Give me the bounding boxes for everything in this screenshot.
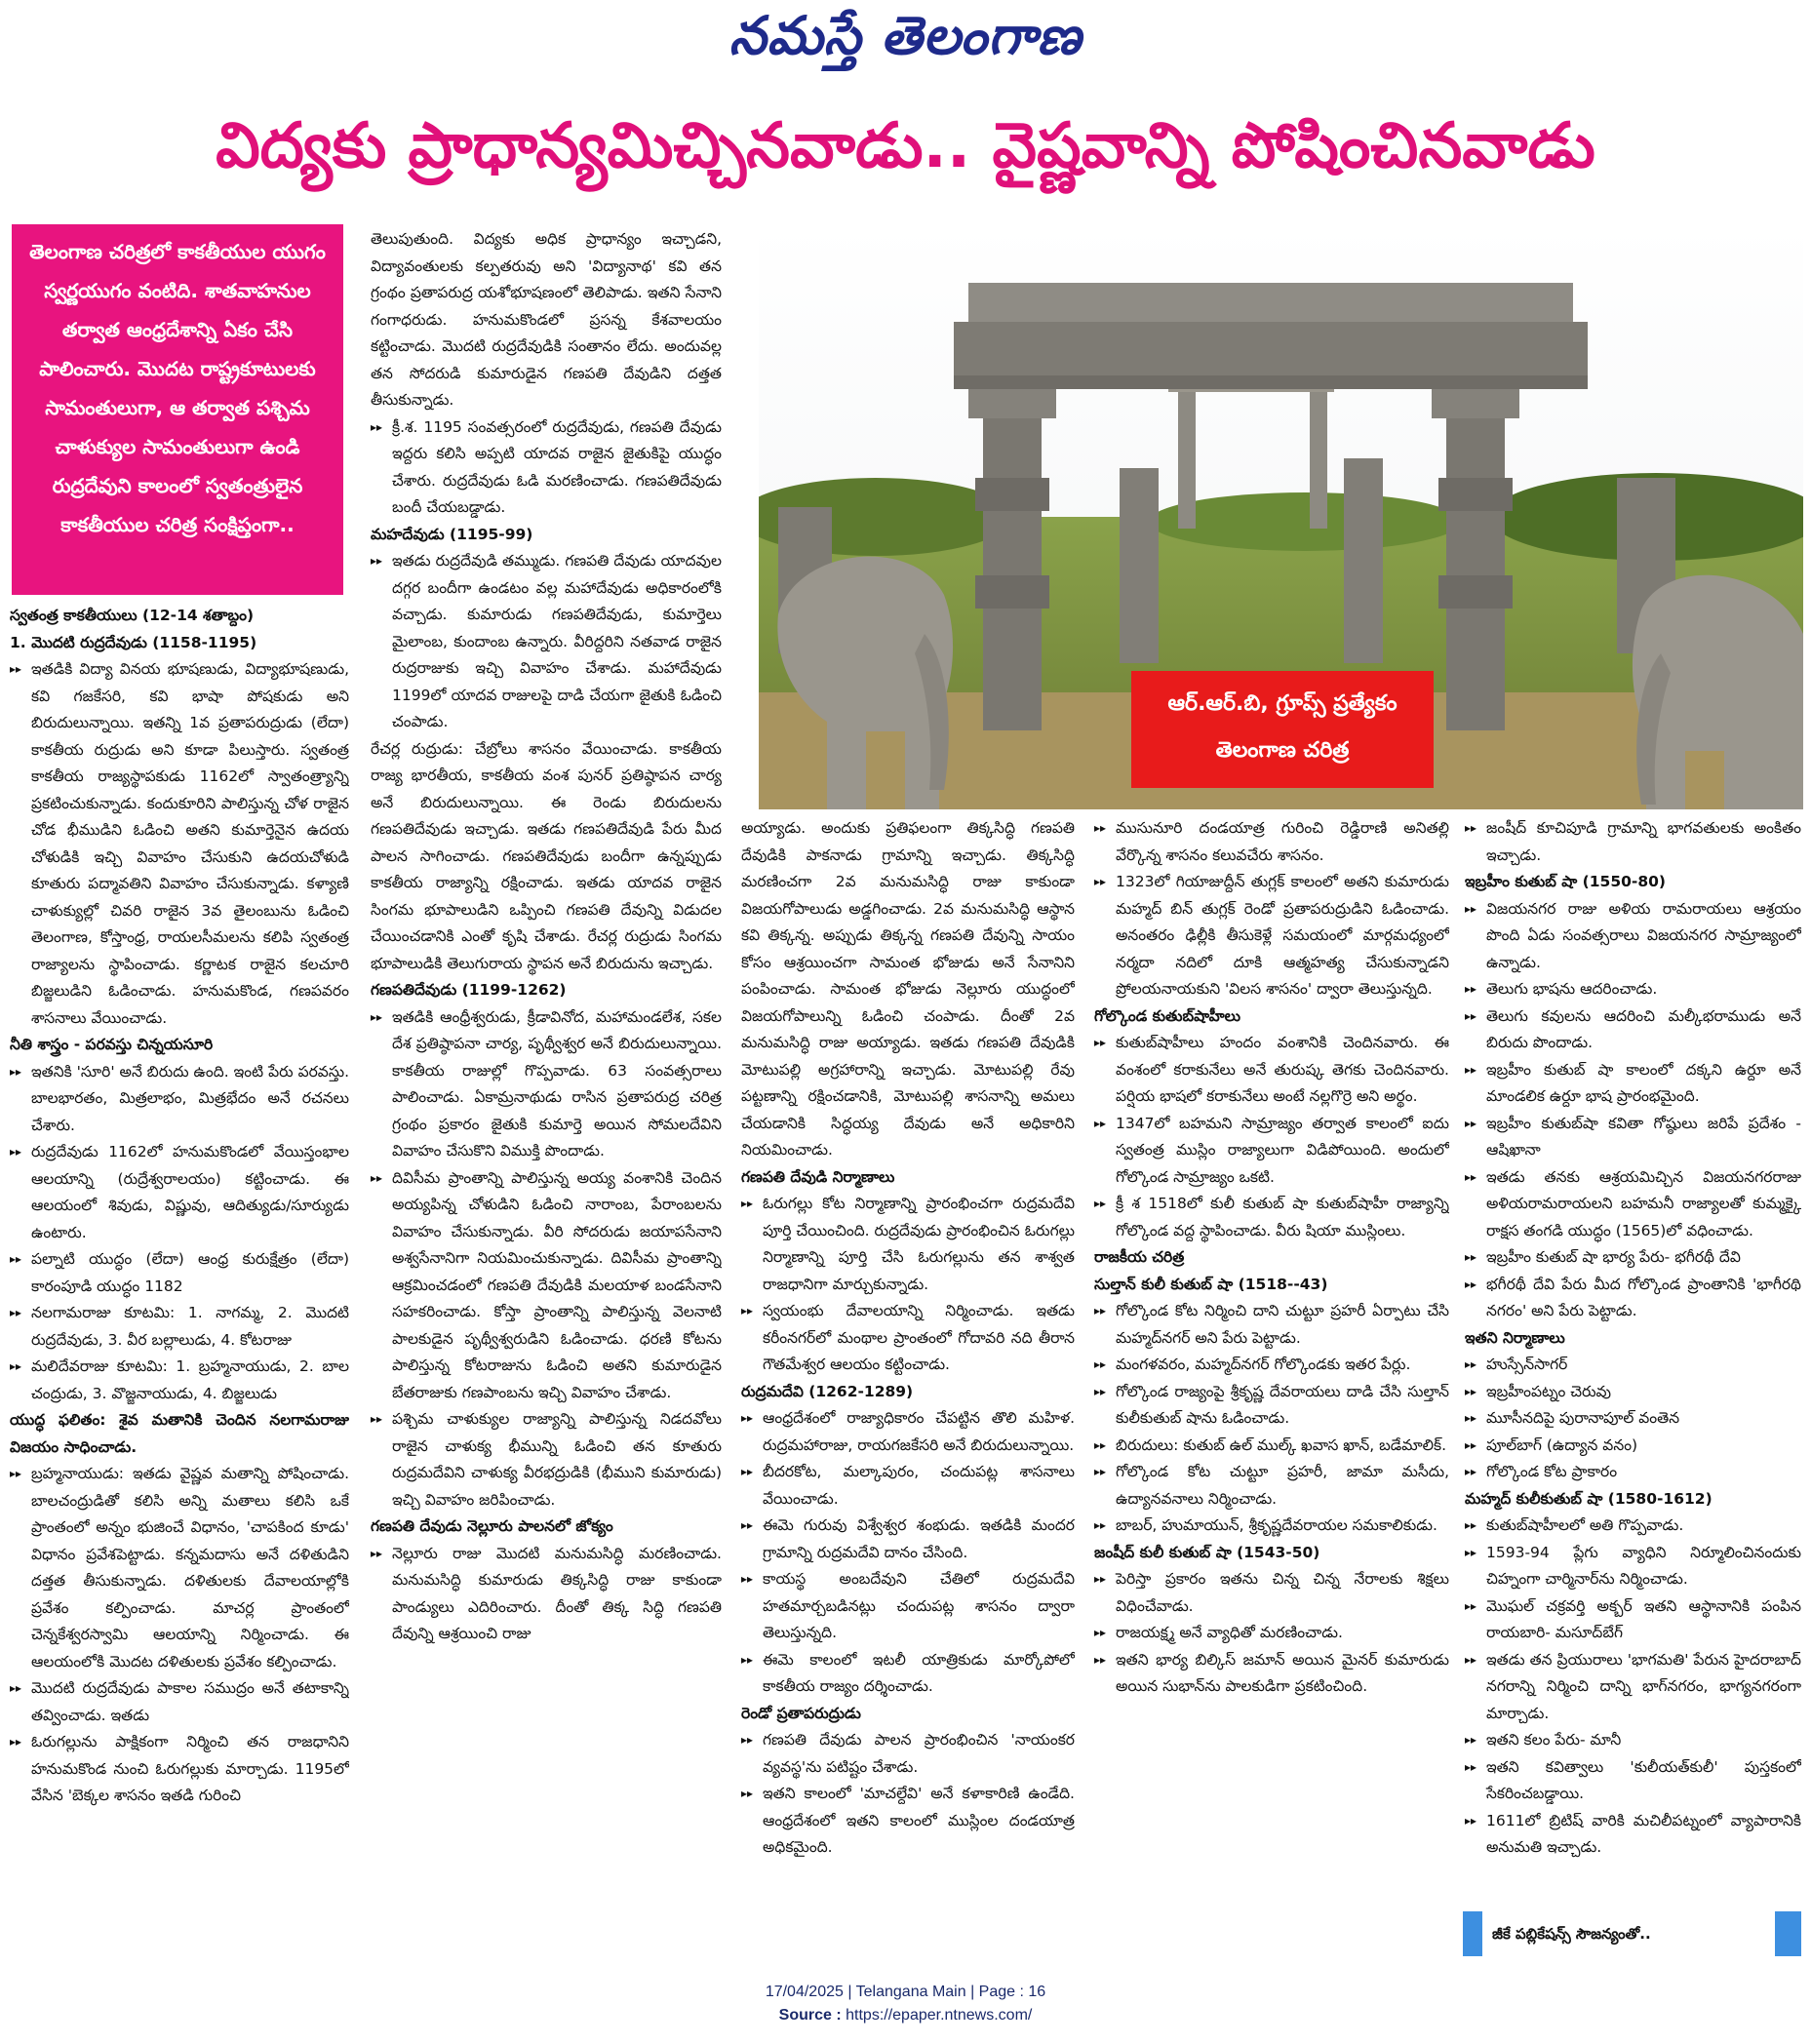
paragraph: ▸▸ తెలుగు కవులను ఆదరించి మల్కీభరాముడు అనే బిరుదు పొందాడు. <box>1465 1003 1801 1057</box>
page-info: 17/04/2025 | Telangana Main | Page : 16 <box>765 1984 1046 2000</box>
paragraph: ▸▸ ఇబ్రహీం కుతుబ్ షా కాలంలో దక్కని ఉర్దూ అనే మాండలిక ఉర్దూ భాష ప్రారంభమైంది. <box>1465 1057 1801 1111</box>
paragraph: ▸▸ గోల్కొండ కోట ప్రాకారం <box>1465 1459 1801 1486</box>
paragraph: ▸▸ 1323లో గియాజుద్దీన్ తుగ్లక్ కాలంలో అతని కుమారుడు మహ్మద్ బిన్ తుగ్లక్ రెండో ప్రతాపరుద్రుడిని ఓడించాడు. అనంతరం ఢిల్లీకి తీసుకెళ్లే సమయంలో మార్గమధ్యంలో నర్మదా నదిలో దూకి ఆత్మహత్య చేసుకున్నాడని ప్రోలయనాయకుని 'విలస శాసనం' ద్వారా తెలుస్తున్నది. <box>1094 869 1449 1003</box>
paragraph: ▸▸ ఇతడికి విద్యా వినయ భూషణుడు, విద్యాభూషణుడు, కవి గజకేసరి, కవి భాషా పోషకుడు అని బిరుదులున్నాయి. ఇతన్ని 1వ ప్రతాపరుద్రుడు (లేదా) కాకతీయ రుద్రుడు అని కూడా పిలుస్తారు. స్వతంత్ర కాకతీయ రాజ్యస్థాపకుడు 1162లో స్వాతంత్ర్యాన్ని ప్రకటించుకున్నాడు. కందుకూరిని పాలిస్తున్న చోళ రాజైన చోడ భీముడిని ఓడించి అతని కుమార్తెనైన ఉదయ చోళుడికి ఇచ్చి వివాహం చేసుకుని ఉదయచోళుడి కూతురు పద్మావతిని వివాహం చేసుకున్నాడు. కళ్యాణి చాళుక్యుల్లో చివరి రాజైన 3వ తైలంబును ఓడించి తెలంగాణ, కోస్తాంధ్ర, రాయలసీమలను కలిపి స్వతంత్ర రాజ్యాలను స్థాపించాడు. కర్ణాటక రాజైన కలచూరి బిజ్జలుడిని ఓడించాడు. హనుమకొండ, గణపవరం శాసనాలు వేయించాడు. <box>10 656 349 1032</box>
paragraph: ▸▸ ఇబ్రహీం కుతుబ్‌షా కవితా గోష్ఠులు జరిపే ప్రదేశం - ఆషిఖానా <box>1465 1111 1801 1164</box>
section-heading: గోల్కొండ కుతుబ్‌షాహీలు <box>1094 1006 1240 1025</box>
paragraph: ▸▸ మొఘల్ చక్రవర్తి అక్బర్ ఇతని ఆస్థానానికి పంపిన రాయబారి- మసూద్‌బేగ్ <box>1465 1593 1801 1647</box>
paragraph: ▸▸ గణపతి దేవుడు పాలన ప్రారంభించిన 'నాయంకర వ్యవస్థ'ను పటిష్టం చేశాడు. <box>741 1727 1075 1781</box>
credit-box <box>1463 1911 1801 1956</box>
article-column-1 <box>10 603 349 1958</box>
section-heading: రుద్రమదేవి (1262-1289) <box>741 1382 914 1400</box>
paragraph: ▸▸ బ్రహ్మనాయుడు: ఇతడు వైష్ణవ మతాన్ని పోషించాడు. బాలచంద్రుడితో కలిసి అన్ని మతాలు కలిసి ఒకే ప్రాంతంలో అన్నం భుజించే విధానం, 'చాపకింద కూడు' విధానం ప్రవేశపెట్టాడు. కన్నమదాసు అనే దళితుడిని దత్తత తీసుకున్నాడు. దళితులకు దేవాలయాల్లోకి ప్రవేశం కల్పించాడు. మాచర్ల ప్రాంతంలో చెన్నకేశ్వరస్వామి ఆలయాన్ని నిర్మించాడు. ఈ ఆలయంలోకి మొదట దళితులకు ప్రవేశం కల్పించాడు. <box>10 1461 349 1675</box>
paragraph: ▸▸ ఇతని కాలంలో 'మాచల్దేవి' అనే కళాకారిణి ఉండేది. ఆంధ్రదేశంలో ఇతని కాలంలో ముస్లింల దండయాత్ర అధికమైంది. <box>741 1781 1075 1862</box>
paragraph: ▸▸ నలగామరాజు కూటమి: 1. నాగమ్మ, 2. మొదటి రుద్రదేవుడు, 3. వీర బల్లాలుడు, 4. కోటరాజు <box>10 1300 349 1354</box>
paragraph: ▸▸ గోల్కొండ కోట చుట్టూ ప్రహరీ, జామా మసీదు, ఉద్యానవనాలు నిర్మించాడు. <box>1094 1459 1449 1513</box>
paragraph: ▸▸ 1611లో బ్రిటిష్ వారికి మచిలీపట్నంలో వ్యాపారానికి అనుమతి ఇచ్చాడు. <box>1465 1808 1801 1862</box>
source-line <box>0 2007 1811 2024</box>
section-heading: రెండో ప్రతాపరుద్రుడు <box>741 1704 861 1722</box>
paragraph: ▸▸ గోల్కొండ కోట నిర్మించి దాని చుట్టూ ప్రహరీ ఏర్పాటు చేసి మహ్మద్‌నగర్ అని పేరు పెట్టాడు. <box>1094 1298 1449 1352</box>
source-label: Source : <box>778 2007 842 2024</box>
paragraph: ▸▸ రుద్రదేవుడు 1162లో హనుమకొండలో వేయిస్తంభాల ఆలయాన్ని (రుద్రేశ్వరాలయం) కట్టించాడు. ఈ ఆలయంలో శివుడు, విష్ణువు, ఆదిత్యుడు/సూర్యుడు ఉంటారు. <box>10 1139 349 1246</box>
paragraph: ▸▸ మంగళవరం, మహ్మద్‌నగర్ గోల్కొండకు ఇతర పేర్లు. <box>1094 1352 1449 1379</box>
paragraph: ▸▸ బాబర్, హుమాయున్, శ్రీకృష్ణదేవరాయల సమకాలికుడు. <box>1094 1513 1449 1540</box>
section-heading: ఇబ్రహీం కుతుబ్ షా (1550-80) <box>1465 873 1666 890</box>
paragraph: ▸▸ క్రీ శ 1518లో కులీ కుతుబ్ షా కుతుబ్‌షాహీ రాజ్యాన్ని గోల్కొండ వద్ద స్థాపించాడు. వీరు షియా ముస్లింలు. <box>1094 1191 1449 1244</box>
paragraph: ▸▸ 1593-94 ప్లేగు వ్యాధిని నిర్మూలించినందుకు చిహ్నంగా చార్మినార్‌ను నిర్మించాడు. <box>1465 1540 1801 1593</box>
section-heading: గణపతి దేవుడు నెల్లూరు పాలనలో జోక్యం <box>371 1517 613 1535</box>
source-link[interactable]: https://epaper.ntnews.com/ <box>846 2007 1033 2024</box>
paragraph: ▸▸ ముసునూరి దండయాత్ర గురించి రెడ్డిరాణి అనితల్లి వేర్కొన్న శాసనం కలువచేరు శాసనం. <box>1094 815 1449 869</box>
credit-text: జీకే పబ్లికేషన్స్ సౌజన్యంతో.. <box>1482 1911 1775 1956</box>
paragraph: ▸▸ ఓరుగల్లు కోట నిర్మాణాన్ని ప్రారంభించగా రుద్రమదేవి పూర్తి చేయించింది. రుద్రదేవుడు ప్రారంభించిన ఓరుగల్లు నిర్మాణాన్ని పూర్తి చేసి ఓరుగల్లును తన శాశ్వత రాజధానిగా మార్చుకున్నాడు. <box>741 1191 1075 1298</box>
paragraph: ▸▸ ఇతనికి 'సూరి' అనే బిరుదు ఉంది. ఇంటి పేరు పరవస్తు. బాలభారతం, మిత్రలాభం, మిత్రభేదం అనే రచనలు చేశారు. <box>10 1059 349 1140</box>
paragraph: ▸▸ హుస్సేన్‌సాగర్ <box>1465 1352 1801 1379</box>
paragraph: ▸▸ మలిదేవరాజు కూటమి: 1. బ్రహ్మనాయుడు, 2. బాల చంద్రుడు, 3. వొజ్జనాయుడు, 4. బిజ్జలుడు <box>10 1354 349 1407</box>
paragraph: ▸▸ ఇబ్రహీం కుతుబ్ షా భార్య పేరు- భగీరథీ దేవి <box>1465 1244 1801 1272</box>
paragraph: ▸▸ ఇతని భార్య బిల్కిస్ జమాన్ అయిన మైనర్ కుమారుడు అయిన సుభాన్‌ను పాలకుడిగా ప్రకటించింది. <box>1094 1647 1449 1701</box>
section-heading: 1. మొదటి రుద్రదేవుడు (1158-1195) <box>10 633 257 651</box>
section-heading: స్వతంత్ర కాకతీయులు (12-14 శతాబ్దం) <box>10 607 255 624</box>
paragraph: ▸▸ ఓరుగల్లును పాక్షికంగా నిర్మించి తన రాజధానిని హనుమకొండ నుంచి ఓరుగల్లుకు మార్చాడు. 1195లో వేసిన 'బెక్కల శాసనం ఇతడి గురించి <box>10 1729 349 1810</box>
section-heading: గణపతిదేవుడు (1199-1262) <box>371 981 567 999</box>
paragraph: ▸▸ మూసీనదిపై పురానాపూల్ వంతెన <box>1465 1405 1801 1433</box>
paragraph: ▸▸ స్వయంభు దేవాలయాన్ని నిర్మించాడు. ఇతడు కరీంనగర్‌లో మంథాల ప్రాంతంలో గోదావరి నది తీరాన గౌతమేశ్వర ఆలయం కట్టించాడు. <box>741 1298 1075 1379</box>
paragraph: ▸▸ గోల్కొండ రాజ్యంపై శ్రీకృష్ణ దేవరాయలు దాడి చేసి సుల్తాన్ కులీకుతుబ్ షాను ఓడించాడు. <box>1094 1379 1449 1433</box>
paragraph: ▸▸ కుతుబ్‌షాహీలలో అతి గొప్పవాడు. <box>1465 1513 1801 1540</box>
paragraph: ▸▸ ఆంధ్రదేశంలో రాజ్యాధికారం చేపట్టిన తొలి మహిళ. రుద్రమహారాజు, రాయగజకేసరి అనే బిరుదులున్నాయి. <box>741 1405 1075 1459</box>
paragraph: ▸▸ కుతుబ్‌షాహీలు హందం వంశానికి చెందినవారు. ఈ వంశంలో కరాకునేలు అనే తురుష్క తెగకు చెందినవారు. పర్షియ భాషలో కరాకునేలు అంటే నల్లగొర్రె అని అర్థం. <box>1094 1030 1449 1111</box>
paragraph: ▸▸ జంషీద్ కూచిపూడి గ్రామాన్ని భాగవతులకు అంకితం ఇచ్చాడు. <box>1465 815 1801 869</box>
paragraph: ▸▸ ఇతడు తనకు ఆశ్రయమిచ్చిన విజయనగరరాజు అళియరామరాయలని బహమనీ రాజ్యాలతో కుమ్మక్కై రాక్షస తంగడి యుద్ధం (1565)లో వధించాడు. <box>1465 1164 1801 1245</box>
article-column-2 <box>371 226 722 1962</box>
paragraph: ▸▸ క్రీ.శ. 1195 సంవత్సరంలో రుద్రదేవుడు, గణపతి దేవుడు ఇద్దరు కలిసి అప్పటి యాదవ రాజైన జైతుకిపై యుద్ధం చేశారు. రుద్రదేవుడు ఓడి మరణించాడు. గణపతిదేవుడు బందీ చేయబడ్డాడు. <box>371 414 722 522</box>
section-heading: నీతి శాస్త్రం - పరవస్తు చిన్నయసూరి <box>10 1036 214 1053</box>
section-heading: ఇతని నిర్మాణాలు <box>1465 1328 1565 1347</box>
article-column-3 <box>741 815 1075 1961</box>
paragraph: ▸▸ ఇతని కలం పేరు- మానీ <box>1465 1727 1801 1754</box>
masthead <box>0 4 1811 68</box>
photo-caption <box>1131 671 1434 788</box>
paragraph: ▸▸ పల్నాటి యుద్ధం (లేదా) ఆంధ్ర కురుక్షేత్రం (లేదా) కారంపూడి యుద్ధం 1182 <box>10 1246 349 1300</box>
paragraph: ▸▸ మొదటి రుద్రదేవుడు పాకాల సముద్రం అనే తటాకాన్ని తవ్వించాడు. ఇతడు <box>10 1675 349 1729</box>
paragraph: ▸▸ ఈమె కాలంలో ఇటలీ యాత్రికుడు మార్కోపోలో కాకతీయ రాజ్యం దర్శించాడు. <box>741 1647 1075 1701</box>
paragraph: ▸▸ పూల్‌బాగ్ (ఉద్యాన వనం) <box>1465 1433 1801 1460</box>
section-heading: మహ్మద్ కులీకుతుబ్ షా (1580-1612) <box>1465 1489 1713 1508</box>
intro-box: తెలంగాణ చరిత్రలో కాకతీయుల యుగం స్వర్ణయుగం వంటిది. శాతవాహనుల తర్వాత ఆంధ్రదేశాన్ని ఏకం చేసి పాలించారు. మొదట రాష్ట్రకూటులకు సామంతులుగా, ఆ తర్వాత పశ్చిమ చాళుక్యుల సామంతులుగా ఉండి రుద్రదేవుని కాలంలో స్వతంత్రులైన కాకతీయుల చరిత్ర సంక్షిప్తంగా.. <box>12 224 343 595</box>
paragraph: ▸▸ ఇబ్రహీంపట్నం చెరువు <box>1465 1379 1801 1406</box>
masthead-title: నమస్తే తెలంగాణ <box>728 4 1083 66</box>
paragraph: ▸▸ దివిసీమ ప్రాంతాన్ని పాలిస్తున్న అయ్య వంశానికి చెందిన అయ్యపిన్న చోళుడిని ఓడించి నారాంబ, పేరాంబలను వివాహం చేసుకున్నాడు. వీరి సోదరుడు జయాపసేనాని అశ్వసేనానిగా నియమించుకున్నాడు. దివిసీమ ప్రాంతాన్ని ఆక్రమించడంలో గణపతి దేవుడికి మలయాళ బండసేనాని సహకరించాడు. కోస్తా ప్రాంతాన్ని పాలిస్తున్న వెలనాటి పాలకుడైన పృథ్వీశ్వరుడిని ఓడించాడు. ధరణి కోటను పాలిస్తున్న కోటరాజును ఓడించి అతని కుమారుడైన బేతరాజుకు గణపాంబను ఇచ్చి వివాహం చేశాడు. <box>371 1165 722 1407</box>
section-heading: జంషీద్ కులీ కుతుబ్ షా (1543-50) <box>1094 1543 1320 1561</box>
paragraph: రేచర్ల రుద్రుడు: చేబ్రోలు శాసనం వేయించాడు. కాకతీయ రాజ్య భారతీయ, కాకతీయ వంశ పునర్ ప్రతిష్ఠాపన చార్య అనే బిరుదులున్నాయి. ఈ రెండు బిరుదులను గణపతిదేవుడు ఇచ్చాడు. ఇతడు గణపతిదేవుడి పేరు మీద పాలన సాగించాడు. గణపతిదేవుడు బందీగా ఉన్నప్పుడు కాకతీయ రాజ్యాన్ని రక్షించాడు. ఇతడు యాదవ రాజైన సింగమ భూపాలుడిని ఒప్పించి గణపతి దేవున్ని విడుదల చేయించడానికి ఎంతో కృషి చేశాడు. రేచర్ల రుద్రుడు సింగమ భూపాలుడికి తెలుగురాయ స్థాపన అనే బిరుదును ఇచ్చాడు. <box>371 739 722 972</box>
caption-line1: ఆర్.ఆర్.బి, గ్రూప్స్ ప్రత్యేకం <box>1167 691 1398 716</box>
section-heading: సుల్తాన్ కులీ కుతుబ్ షా (1518--43) <box>1094 1275 1328 1293</box>
article-column-4 <box>1094 815 1449 1961</box>
paragraph: ▸▸ విజయనగర రాజు అళియ రామరాయలు ఆశ్రయం పొంది ఏడు సంవత్సరాలు విజయనగర సామ్రాజ్యంలో ఉన్నాడు. <box>1465 896 1801 977</box>
paragraph: ▸▸ ఈమె గురువు విశ్వేశ్వర శంభుడు. ఇతడికి మందర గ్రామాన్ని రుద్రమదేవి దానం చేసింది. <box>741 1513 1075 1566</box>
paragraph: ▸▸ పెరిస్తా ప్రకారం ఇతను చిన్న చిన్న నేరాలకు శిక్షలు విధించేవాడు. <box>1094 1566 1449 1620</box>
paragraph: ▸▸ పశ్చిమ చాళుక్యుల రాజ్యాన్ని పాలిస్తున్న నిడదవోలు రాజైన చాళుక్య భీమున్ని ఓడించి తన కూతురు రుద్రమదేవిని చాళుక్య వీరభద్రుడికి (భీముని కుమారుడు) ఇచ్చి వివాహం జరిపించాడు. <box>371 1406 722 1513</box>
paragraph: ▸▸ 1347లో బహమని సామ్రాజ్యం తర్వాత కాలంలో ఐదు స్వతంత్ర ముస్లిం రాజ్యాలుగా విడిపోయింది. అందులో గోల్కొండ సామ్రాజ్యం ఒకటి. <box>1094 1111 1449 1192</box>
paragraph: ▸▸ ఇతడు తన ప్రియురాలు 'భాగమతి' పేరున హైదరాబాద్ నగరాన్ని నిర్మించి దాన్ని భాగ్‌నగరం, భాగ్యనగరంగా మార్చాడు. <box>1465 1647 1801 1728</box>
paragraph: ▸▸ రాజయక్ష్మ అనే వ్యాధితో మరణించాడు. <box>1094 1620 1449 1647</box>
paragraph: ▸▸ భగీరథీ దేవి పేరు మీద గోల్కొండ ప్రాంతానికి 'భాగీరథి నగరం' అని పేరు పెట్టాడు. <box>1465 1272 1801 1325</box>
paragraph: ▸▸ ఇతడు రుద్రదేవుడి తమ్ముడు. గణపతి దేవుడు యాదవుల దగ్గర బందీగా ఉండటం వల్ల మహాదేవుడు అధికారంలోకి వచ్చాడు. కుమారుడు గణపతిదేవుడు, కుమార్తెలు మైలాంబ, కుందాంబ ఉన్నారు. వీరిద్దరిని నతవాడ రాజైన రుద్రరాజుకు ఇచ్చి వివాహం చేశాడు. మహాదేవుడు 1199లో యాదవ రాజులపై దాడి చేయగా జైతుకి ఓడించి చంపాడు. <box>371 548 722 736</box>
section-heading: గణపతి దేవుడి నిర్మాణాలు <box>741 1167 895 1186</box>
paragraph: ▸▸ ఇతడికి ఆంధ్రీశ్వరుడు, క్రీడావినోద, మహామండలేశ, సకల దేశ ప్రతిష్ఠాపనా చార్య, పృథ్వీశ్వర అనే బిరుదులున్నాయి. కాకతీయ రాజుల్లో గొప్పవాడు. 63 సంవత్సరాలు పాలించాడు. ఏకామ్రనాథుడు రాసిన ప్రతాపరుద్ర చరిత్ర గ్రంథం ప్రకారం జైతుకి కుమార్తె అయిన సోమలదేవిని వివాహం చేసుకొని విముక్తి పొందాడు. <box>371 1004 722 1165</box>
paragraph: ▸▸ నెల్లూరు రాజు మొదటి మనుమసిద్ధి మరణించాడు. మనుమసిద్ధి కుమారుడు తిక్కసిద్ధి రాజు కాకుండా పాండ్యులు ఎదిరించారు. దీంతో తిక్క సిద్ధి గణపతి దేవున్ని ఆశ్రయించి రాజు <box>371 1541 722 1648</box>
caption-line2: తెలంగాణ చరిత్ర <box>1215 738 1350 763</box>
article-column-5 <box>1465 815 1801 1888</box>
headline: విద్యకు ప్రాధాన్యమిచ్చినవాడు.. వైష్ణవాన్ని పోషించినవాడు <box>216 110 1595 182</box>
paragraph: అయ్యాడు. అందుకు ప్రతిఫలంగా తిక్కసిద్ధి గణపతి దేవుడికి పాకనాడు గ్రామాన్ని ఇచ్చాడు. తిక్కసిద్ధి మరణించగా 2వ మనుమసిద్ధి రాజు కాకుండా విజయగోపాలుడు అడ్డగించాడు. 2వ మనుమసిద్ధి ఆస్థాన కవి తిక్కన్న. అప్పుడు తిక్కన్న గణపతి దేవున్ని సాయం కోసం ఆశ్రయించగా సామంత భోజుడు అనే సేనానిని పంపించాడు. సామంత భోజుడు నెల్లూరు యుద్ధంలో విజయగోపాలున్ని ఓడించి చంపాడు. దీంతో 2వ మనుమసిద్ధి రాజు అయ్యాడు. ఇతడు గణపతి దేవుడికి మోటుపల్లి అగ్రహారాన్ని ఇచ్చాడు. మోటుపల్లి రేవు పట్టణాన్ని రక్షించడానికి, మోటుపల్లి శాసనాన్ని అమలు చేయడానికి సిద్ధయ్య దేవుడు అనే అధికారిని నియమించాడు. <box>741 819 1075 1159</box>
paragraph: ▸▸ బీదరకోట, మల్కాపురం, చందుపట్ల శాసనాలు వేయించాడు. <box>741 1459 1075 1513</box>
section-heading: యుద్ధ ఫలితం: శైవ మతానికి చెందిన నలగామరాజు విజయం సాధించాడు. <box>10 1411 349 1456</box>
paragraph: ▸▸ ఇతని కవిత్వాలు 'కులీయత్‌కులీ' పుస్తకంలో సేకరించబడ్డాయి. <box>1465 1754 1801 1808</box>
section-heading: రాజకీయ చరిత్ర <box>1094 1248 1185 1266</box>
paragraph: ▸▸ బిరుదులు: కుతుబ్ ఉల్ ముల్క్ ఖవాస ఖాన్, బడేమాలిక్. <box>1094 1433 1449 1460</box>
paragraph: తెలుపుతుంది. విద్యకు అధిక ప్రాధాన్యం ఇచ్చాడని, విద్యావంతులకు కల్పతరువు అని 'విద్యానాథ' కవి తన గ్రంథం ప్రతాపరుద్ర యశోభూషణంలో తెలిపాడు. ఇతని సేనాని గంగాధరుడు. హనుమకొండలో ప్రసన్న కేశవాలయం కట్టించాడు. మొదటి రుద్రదేవుడికి సంతానం లేదు. అందువల్ల తన సోదరుడి కుమారుడైన గణపతి దేవుడిని దత్తత తీసుకున్నాడు. <box>371 230 722 409</box>
paragraph: ▸▸ తెలుగు భాషను ఆదరించాడు. <box>1465 976 1801 1003</box>
paragraph: ▸▸ కాయస్థ అంబదేవుని చేతిలో రుద్రమదేవి హతమార్చబడినట్లు చందుపట్ల శాసనం ద్వారా తెలుస్తున్నది. <box>741 1566 1075 1647</box>
section-heading: మహదేవుడు (1195-99) <box>371 525 533 543</box>
